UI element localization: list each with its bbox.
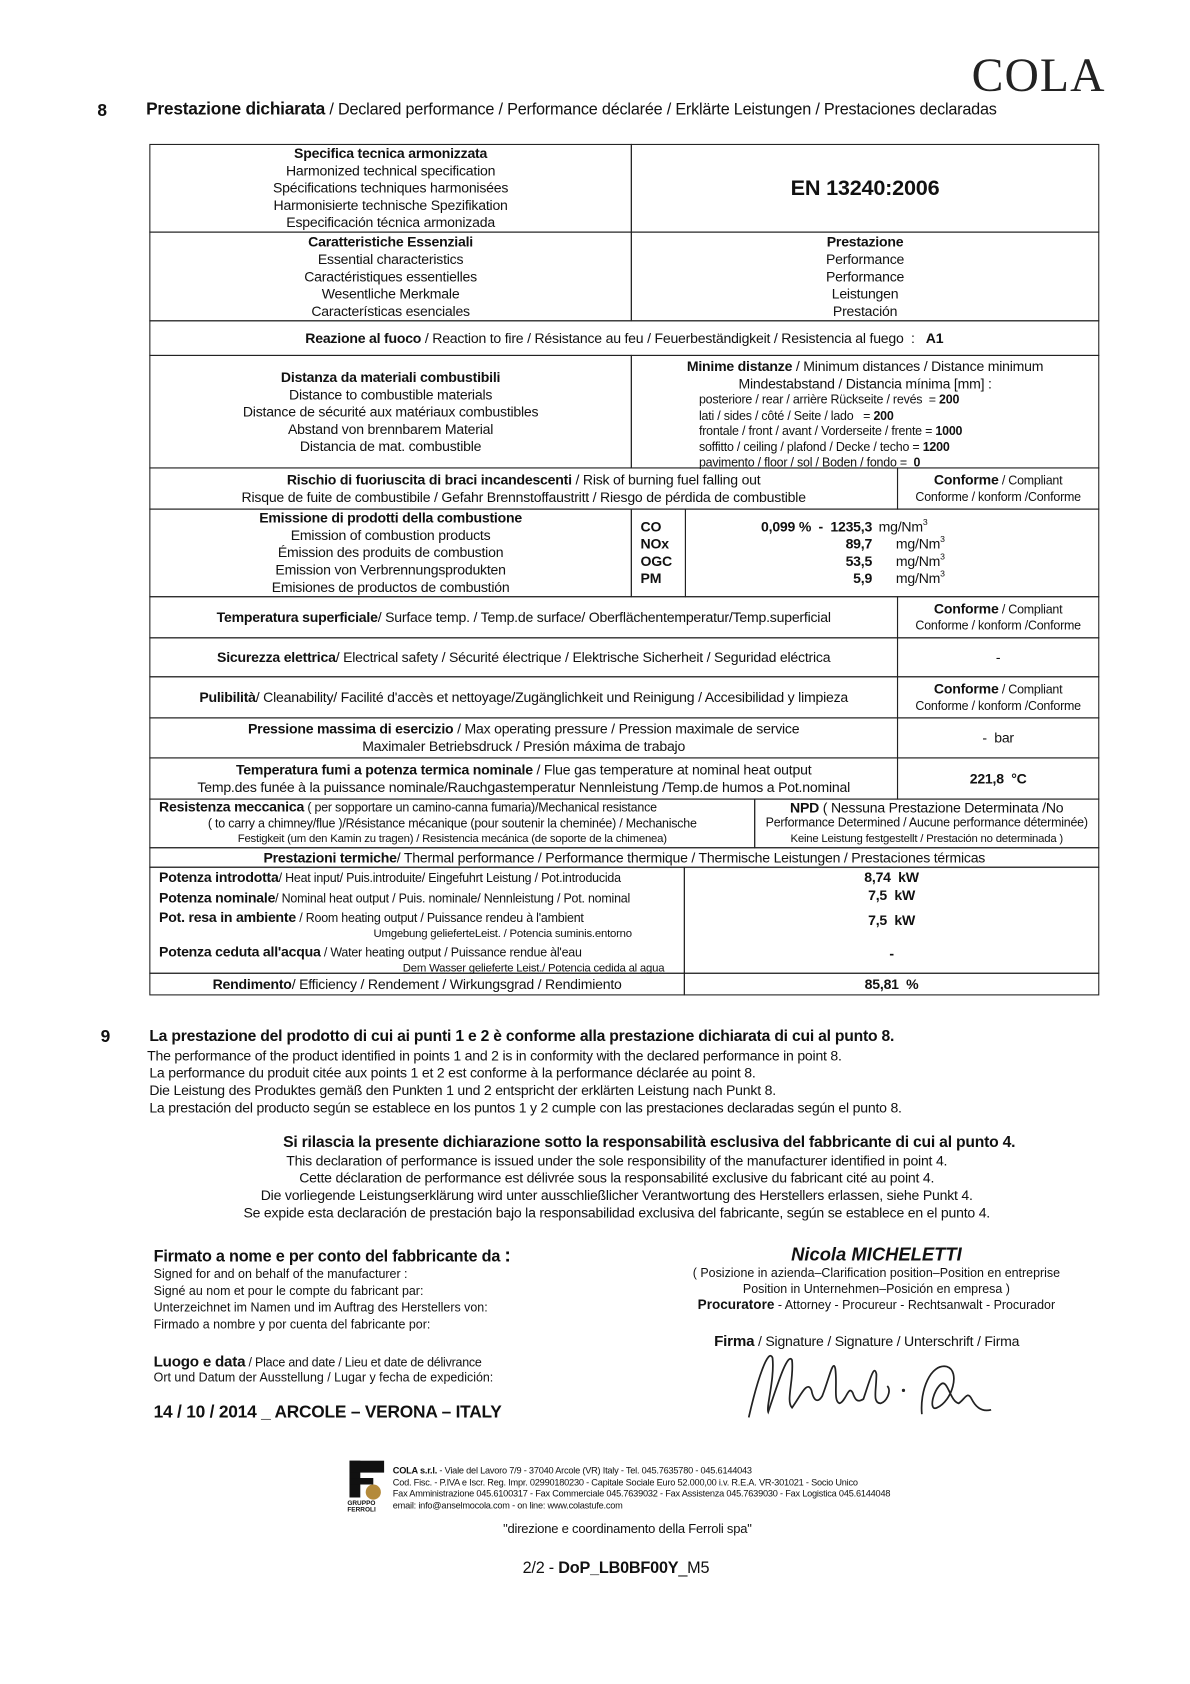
section-9-line: La prestación del producto según se establece en los puntos 1 y 2 cumple con las prestaciones declaradas según el punto 8. (149, 1099, 902, 1116)
responsibility-block: Si rilascia la presente dichiarazione sotto la responsabilità esclusiva del fabbricante di cui al punto 4. This declaration of performance is issued under the sole responsibility of the manufacturer identified in point 4. Cette déclaration de performance est délivrée sous la responsabilité exclusive du fabricant cité au point 4. Die vorliegende Leistungserklärung wird unter ausschließlicher Verantwortung des Herstellers erlassen, siehe Punkt 4. Se expide esta declaración de prestación bajo la responsabilidad exclusiva del fabricante, según se establece en el punto 4. (243, 1133, 1016, 1221)
gruppo-ferroli-logo: GRUPPO FERROLI (349, 1461, 384, 1511)
handwritten-signature (736, 1336, 1007, 1428)
direction-note: "direzione e coordinamento della Ferroli spa" (503, 1521, 752, 1537)
signature-label: Firma / Signature / Signature / Unterschrift / Firma (714, 1331, 1020, 1350)
section-9-line: The performance of the product identified in points 1 and 2 is in conformity with the declared performance in point 8. (147, 1047, 842, 1064)
signed-lines: Signed for and on behalf of the manufacturer : Signé au nom et pour le compte du fabricant par: Unterzeichnet im Namen und im Auftrag des Herstellers von: Firmado a nombre y por cuenta del fabricante por: (153, 1268, 488, 1332)
distance-values-cell: Minime distanze / Minimum distances / Distance minimum Mindestabstand / Distancia mínima [mm] : posteriore / rear / arrière Rückseite / revés = 200 lati / sides / côté / Seite / lado = 200 frontale / front / avant / Vorderseite / frente = 1000 soffitto / ceiling / plafond / Decke / techo = 1200 pavimento / floor / sol / Boden / fondo = 0 (631, 355, 1100, 469)
cleanability-compliant: Conforme / Compliant Conforme / konform /Conforme (897, 676, 1099, 718)
fuel-risk-compliant: Conforme / Compliant Conforme / konform /Conforme (897, 467, 1099, 509)
power-values-cell: 8,74 kW 7,5 kW 7,5 kW - (684, 867, 1099, 974)
cleanability-cell: Pulibilità / Cleanability/ Facilité d'accès et nettoyage/Zugänglichkeit und Reinigung / Accesibilidad y limpieza (149, 676, 898, 718)
section-9-title: La prestazione del prodotto di cui ai punti 1 e 2 è conforme alla prestazione dichiarata di cui al punto 8. (149, 1027, 895, 1046)
flue-temp-value: 221,8 °C (897, 757, 1099, 799)
surface-temp-cell: Temperatura superficiale / Surface temp. / Temp.de surface/ Oberflächentemperatur/Temp.superficial (149, 596, 898, 638)
mechanical-resistance-cell: Resistenza meccanica ( per sopportare un camino-canna fumaria)/Mechanical resistance ( to carry a chimney/flue )/Résistance mécanique (pour soutenir la cheminée) / Mechanische Festigkeit (um den Kamin zu tragen) / Resistencia mecánica (de soporte de la chimenea) (149, 799, 755, 849)
place-date-value: 14 / 10 / 2014 _ ARCOLE – VERONA – ITALY (153, 1403, 502, 1422)
fire-reaction-row: Reazione al fuoco / Reaction to fire / Résistance au feu / Feuerbeständigkeit / Resistencia al fuego : A1 (149, 320, 1099, 356)
power-labels-cell: Potenza introdotta/ Heat input/ Puis.introduite/ Eingefuhrt Leistung / Pot.introducida Potenza nominale/ Nominal heat output / Puis. nominale/ Nennleistung / Pot. nominal Pot. resa in ambiente / Room heating output / Puissance rendeu à l'ambient Umgebung gelieferteLeist. / Potencia suminis.entorno Potenza ceduta all'acqua / Water heating output / Puissance rendue àl'eau Dem Wasser gelieferte Leist./ Potencia cedida al agua (149, 867, 685, 974)
emission-label-cell: Emissione di prodotti della combustione Emission of combustion products Émission des produits de combustion Emission von Verbrennungsprodukten Emisiones de productos de combustión (149, 509, 632, 598)
spec-label-cell: Specifica tecnica armonizzata Harmonized technical specification Spécifications techniques harmonisées Harmonisierte technische Spezifikation Especificación técnica armonizada (149, 144, 632, 233)
place-date-label-2: Ort und Datum der Ausstellung / Lugar y fecha de expedición: (153, 1371, 494, 1385)
characteristics-header: Caratteristiche Essenziali Essential characteristics Caractéristiques essentielles Wesentliche Merkmale Características esenciales (149, 232, 632, 322)
emission-gas-cell: CO NOx OGC PM (631, 509, 686, 598)
signatory-block: Nicola MICHELETTI ( Posizione in azienda–Clarification position–Position en entreprise Position in Unternehmen–Posición en empresa ) Procuratore - Attorney - Procureur - Rechtsanwalt - Procurador (671, 1244, 1082, 1314)
section-title: Prestazione dichiarata / Declared performance / Performance déclarée / Erklärte Leistungen / Prestaciones declaradas (146, 100, 997, 120)
npd-cell: NPD ( Nessuna Prestazione Determinata /No Performance Determined / Aucune performance déterminée) Keine Leistung festgestellt / Prestación no determinada ) (754, 799, 1099, 849)
flue-temp-cell: Temperatura fumi a potenza termica nominale / Flue gas temperature at nominal heat output Temp.des funée à la puissance nominale/Rauchgastemperatur Nennleistung /Temp.de humos a Pot.nominal (149, 757, 898, 799)
efficiency-cell: Rendimento / Efficiency / Rendement / Wirkungsgrad / Rendimiento (149, 973, 685, 996)
emission-values-cell: 0,099 % - 1235,3 mg/Nm 3 89,7 mg/Nm 3 53,5 mg/Nm 3 5,9 mg/Nm 3 (685, 509, 1099, 598)
section-9-number: 9 (100, 1027, 111, 1047)
signatory-name: Nicola MICHELETTI (791, 1244, 962, 1265)
efficiency-value: 85,81 % (684, 973, 1099, 996)
performance-header: Prestazione Performance Performance Leistungen Prestación (631, 232, 1100, 322)
signed-title: Firmato a nome e per conto del fabbricante da : (153, 1244, 511, 1266)
fuel-risk-cell: Rischio di fuoriuscita di braci incandescenti / Risk of burning fuel falling out Risque de fuite de combustibile / Gefahr Brennstoffaustritt / Riesgo de pérdida de combustible (149, 467, 898, 509)
distance-label-cell: Distanza da materiali combustibili Distance to combustible materials Distance de sécurité aux matériaux combustibles Abstand von brennbarem Material Distancia de mat. combustible (149, 355, 632, 469)
cola-logo: COLA (971, 48, 1106, 102)
place-date-label: Luogo e data / Place and date / Lieu et date de délivrance (153, 1352, 482, 1370)
pressure-value: - bar (897, 717, 1099, 758)
thermal-performance-header: Prestazioni termiche / Thermal performance / Performance thermique / Thermische Leistungen / Prestaciones térmicas (149, 847, 1099, 868)
section-9-line: La performance du produit citée aux points 1 et 2 est conforme à la performance déclarée au point 8. (149, 1064, 756, 1081)
spec-value: EN 13240:2006 (631, 144, 1100, 233)
pressure-cell: Pressione massima di esercizio / Max operating pressure / Pression maximale de service Maximaler Betriebsdruck / Presión máxima de trabajo (149, 717, 898, 758)
section-number: 8 (97, 101, 108, 121)
electrical-safety-cell: Sicurezza elettrica / Electrical safety / Sécurité électrique / Elektrische Sicherheit / Seguridad eléctrica (149, 637, 898, 677)
company-info: COLA s.r.l. - Viale del Lavoro 7/9 - 37040 Arcole (VR) Italy - Tel. 045.7635780 - 045.6144043 Cod. Fisc. - P.IVA e Iscr. Reg. Impr. 02990180230 - Capitale Sociale Euro 52.000,00 i.v. R.E.A. VR-301021 - Socio Unico Fax Amministrazione 045.6100317 - Fax Commerciale 045.7639032 - Fax Assistenza 045.7639030 - Fax Logistica 045.6144048 email: info@anselmocola.com - on line: www.colastufe.com (392, 1465, 891, 1510)
page-number: 2/2 - DoP_LB0BF00Y_M5 (522, 1559, 710, 1578)
surface-temp-compliant: Conforme / Compliant Conforme / konform /Conforme (897, 596, 1099, 638)
electrical-safety-value: - (897, 637, 1099, 677)
section-9-line: Die Leistung des Produktes gemäß den Punkten 1 und 2 entspricht der erklärten Leistung nach Punkt 8. (149, 1082, 776, 1099)
